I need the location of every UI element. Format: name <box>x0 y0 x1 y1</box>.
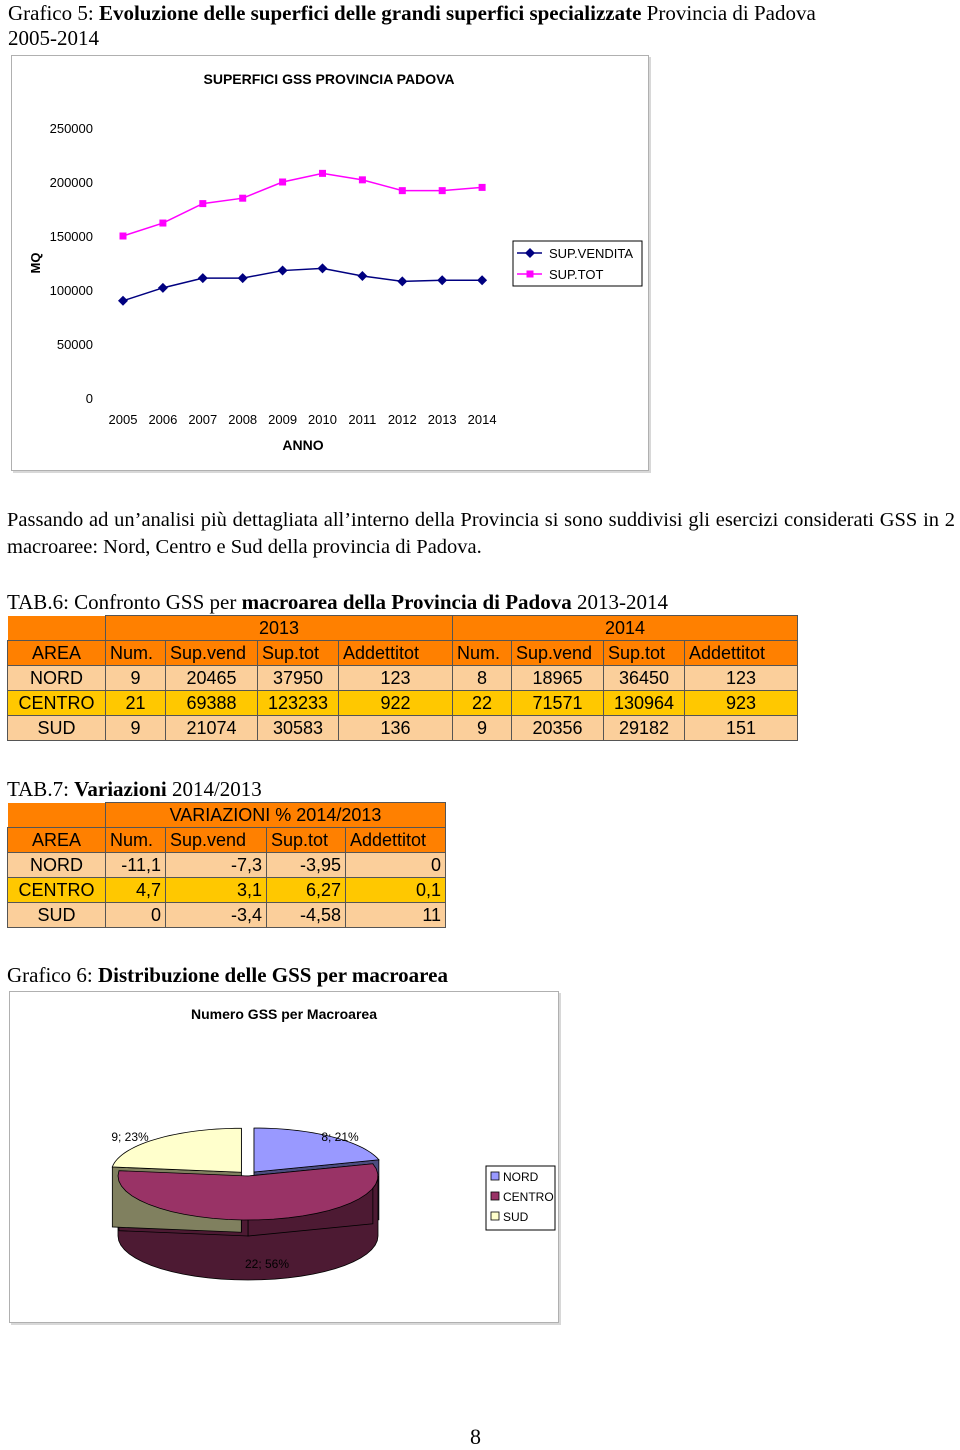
y-tick-label: 250000 <box>49 121 93 136</box>
pie-data-label-nord: 8; 21% <box>321 1130 359 1144</box>
legend-label-centro: CENTRO <box>503 1190 554 1204</box>
data-point-sup-tot <box>199 200 206 207</box>
data-point-sup-tot <box>120 233 127 240</box>
y-tick-label: 50000 <box>56 337 93 352</box>
tab7-header-row <box>8 828 446 853</box>
data-point-sup-tot <box>399 187 406 194</box>
tab6-row-nord <box>8 666 798 691</box>
x-tick-label: 2012 <box>387 412 417 427</box>
tab6-cell: 9 <box>453 716 512 741</box>
tab7-cell: -3,4 <box>166 903 267 928</box>
tab6-cell: 69388 <box>166 691 258 716</box>
tab6-row-centro <box>8 691 798 716</box>
legend-label-sud: SUD <box>503 1210 529 1224</box>
legend-marker-sup-tot <box>527 271 534 278</box>
tab6-cell: 151 <box>685 716 798 741</box>
page-number: 8 <box>470 1424 481 1449</box>
tab6-cell: 29182 <box>604 716 685 741</box>
data-point-sup-tot <box>479 184 486 191</box>
data-point-sup-vendita <box>198 273 208 283</box>
tab6-cell: 130964 <box>604 691 685 716</box>
tab7-cell: 3,1 <box>166 878 267 903</box>
tab7-bold: Variazioni <box>74 777 167 801</box>
data-point-sup-vendita <box>357 271 367 281</box>
tab6-cell: 30583 <box>258 716 339 741</box>
line-chart-title: SUPERFICI GSS PROVINCIA PADOVA <box>203 71 455 87</box>
line-chart <box>0 0 960 480</box>
tab6-table <box>7 615 798 741</box>
tab7-cell: NORD <box>8 853 106 878</box>
tab7-row-centro <box>8 878 446 903</box>
tab6-header: Sup.tot <box>604 641 685 666</box>
data-point-sup-tot <box>359 176 366 183</box>
series-line-sup-tot <box>123 173 482 236</box>
tab6-cell: 123 <box>339 666 453 691</box>
data-point-sup-tot <box>319 170 326 177</box>
y-tick-label: 150000 <box>49 229 93 244</box>
tab7-empty-cell <box>8 803 106 828</box>
y-tick-label: 0 <box>85 391 93 406</box>
x-tick-label: 2010 <box>308 412 337 427</box>
x-tick-label: 2007 <box>188 412 218 427</box>
tab6-cell: 36450 <box>604 666 685 691</box>
legend-swatch-sud <box>491 1212 499 1220</box>
tab6-cell: 9 <box>106 716 166 741</box>
tab6-header: Num. <box>453 641 512 666</box>
tab6-cell: 20465 <box>166 666 258 691</box>
tab6-header: Sup.vend <box>166 641 258 666</box>
tab6-year-2013: 2013 <box>106 616 453 641</box>
tab6-cell: SUD <box>8 716 106 741</box>
legend-swatch-nord <box>491 1172 499 1180</box>
tab6-cell: 71571 <box>512 691 604 716</box>
tab6-header-row <box>8 641 798 666</box>
tab7-header: Sup.vend <box>166 828 267 853</box>
tab6-cell: 37950 <box>258 666 339 691</box>
tab6-header: Addettitot <box>685 641 798 666</box>
tab7-cell: 4,7 <box>106 878 166 903</box>
x-tick-label: 2013 <box>427 412 457 427</box>
tab7-cell: 11 <box>346 903 446 928</box>
pie-chart-title: Numero GSS per Macroarea <box>191 1006 377 1022</box>
pie-data-label-sud: 9; 23% <box>111 1130 149 1144</box>
data-point-sup-vendita <box>278 266 288 276</box>
x-tick-label: 2009 <box>268 412 298 427</box>
data-point-sup-vendita <box>318 263 328 273</box>
tab6-cell: CENTRO <box>8 691 106 716</box>
tab6-cell: 18965 <box>512 666 604 691</box>
tab7-row-sud <box>8 903 446 928</box>
tab7-header: Addettitot <box>346 828 446 853</box>
tab6-header: AREA <box>8 641 106 666</box>
data-point-sup-vendita <box>118 296 128 306</box>
tab7-table <box>7 802 446 928</box>
pie-chart <box>0 980 960 1340</box>
tab6-empty-cell <box>8 616 106 641</box>
tab7-cell: 6,27 <box>267 878 346 903</box>
tab6-header: Sup.vend <box>512 641 604 666</box>
tab7-cell: 0 <box>106 903 166 928</box>
tab7-title <box>7 776 262 802</box>
tab7-cell: 0 <box>346 853 446 878</box>
grafico6-prefix: Grafico 6: <box>7 963 98 987</box>
tab6-cell: 923 <box>685 691 798 716</box>
tab6-title <box>7 589 668 615</box>
x-tick-label: 2014 <box>467 412 497 427</box>
pie-data-label-centro: 22; 56% <box>244 1257 290 1271</box>
tab6-cell: 20356 <box>512 716 604 741</box>
data-point-sup-tot <box>279 179 286 186</box>
tab7-group-header: VARIAZIONI % 2014/2013 <box>106 803 446 828</box>
tab6-header: Addettitot <box>339 641 453 666</box>
data-point-sup-tot <box>159 220 166 227</box>
tab7-row-nord <box>8 853 446 878</box>
tab7-cell: -4,58 <box>267 903 346 928</box>
tab6-year-2014: 2014 <box>453 616 798 641</box>
tab6-cell: 123233 <box>258 691 339 716</box>
tab6-cell: 922 <box>339 691 453 716</box>
legend-label-sup-vendita: SUP.VENDITA <box>549 246 634 261</box>
tab7-suffix: 2014/2013 <box>166 777 262 801</box>
tab6-cell: 9 <box>106 666 166 691</box>
tab6-header: Sup.tot <box>258 641 339 666</box>
tab6-row-sud <box>8 716 798 741</box>
legend-label-sup-tot: SUP.TOT <box>549 267 604 282</box>
tab6-cell: 22 <box>453 691 512 716</box>
tab7-group-row <box>8 803 446 828</box>
series-line-sup-vendita <box>123 268 482 300</box>
data-point-sup-tot <box>439 187 446 194</box>
x-tick-label: 2008 <box>228 412 258 427</box>
data-point-sup-vendita <box>238 273 248 283</box>
tab7-cell: CENTRO <box>8 878 106 903</box>
tab6-cell: 136 <box>339 716 453 741</box>
grafico5-title: Evoluzione delle superfici delle grandi superfici specializzate <box>98 1 642 25</box>
x-tick-label: 2005 <box>108 412 138 427</box>
tab7-header: Sup.tot <box>267 828 346 853</box>
legend-swatch-centro <box>491 1192 499 1200</box>
grafico6-title: Distribuzione delle GSS per macroarea <box>97 963 448 987</box>
data-point-sup-vendita <box>158 283 168 293</box>
data-point-sup-vendita <box>437 275 447 285</box>
tab7-cell: SUD <box>8 903 106 928</box>
tab7-header: AREA <box>8 828 106 853</box>
tab6-cell: 21 <box>106 691 166 716</box>
tab7-cell: -3,95 <box>267 853 346 878</box>
grafico5-years: 2005-2014 <box>8 26 99 50</box>
x-tick-label: 2011 <box>348 412 377 427</box>
y-tick-label: 200000 <box>49 175 93 190</box>
grafico5-suffix: Provincia di Padova <box>641 1 816 25</box>
y-tick-label: 100000 <box>49 283 93 298</box>
data-point-sup-vendita <box>397 276 407 286</box>
x-axis-label: ANNO <box>282 437 324 453</box>
x-tick-label: 2006 <box>148 412 178 427</box>
tab6-cell: NORD <box>8 666 106 691</box>
intro-paragraph: Passando ad un’analisi più dettagliata all’interno della Provincia si sono suddivisi gli esercizi considerati GSS in 2 macroaree: Nord, Centro e Sud della provincia di Padova. <box>7 509 955 558</box>
tab7-prefix: TAB.7: <box>7 777 75 801</box>
tab7-cell: 0,1 <box>346 878 446 903</box>
tab7-cell: -7,3 <box>166 853 267 878</box>
tab6-cell: 123 <box>685 666 798 691</box>
tab7-header: Num. <box>106 828 166 853</box>
legend-label-nord: NORD <box>503 1170 539 1184</box>
tab6-cell: 8 <box>453 666 512 691</box>
tab6-prefix: TAB.6: Confronto GSS per <box>7 590 242 614</box>
tab6-bold: macroarea della Provincia di Padova <box>241 590 572 614</box>
data-point-sup-tot <box>239 195 246 202</box>
data-point-sup-vendita <box>477 275 487 285</box>
tab6-year-row <box>8 616 798 641</box>
tab6-suffix: 2013-2014 <box>571 590 668 614</box>
y-axis-label: MQ <box>28 252 43 274</box>
tab6-cell: 21074 <box>166 716 258 741</box>
tab7-cell: -11,1 <box>106 853 166 878</box>
tab6-header: Num. <box>106 641 166 666</box>
grafico5-prefix: Grafico 5: <box>8 1 99 25</box>
